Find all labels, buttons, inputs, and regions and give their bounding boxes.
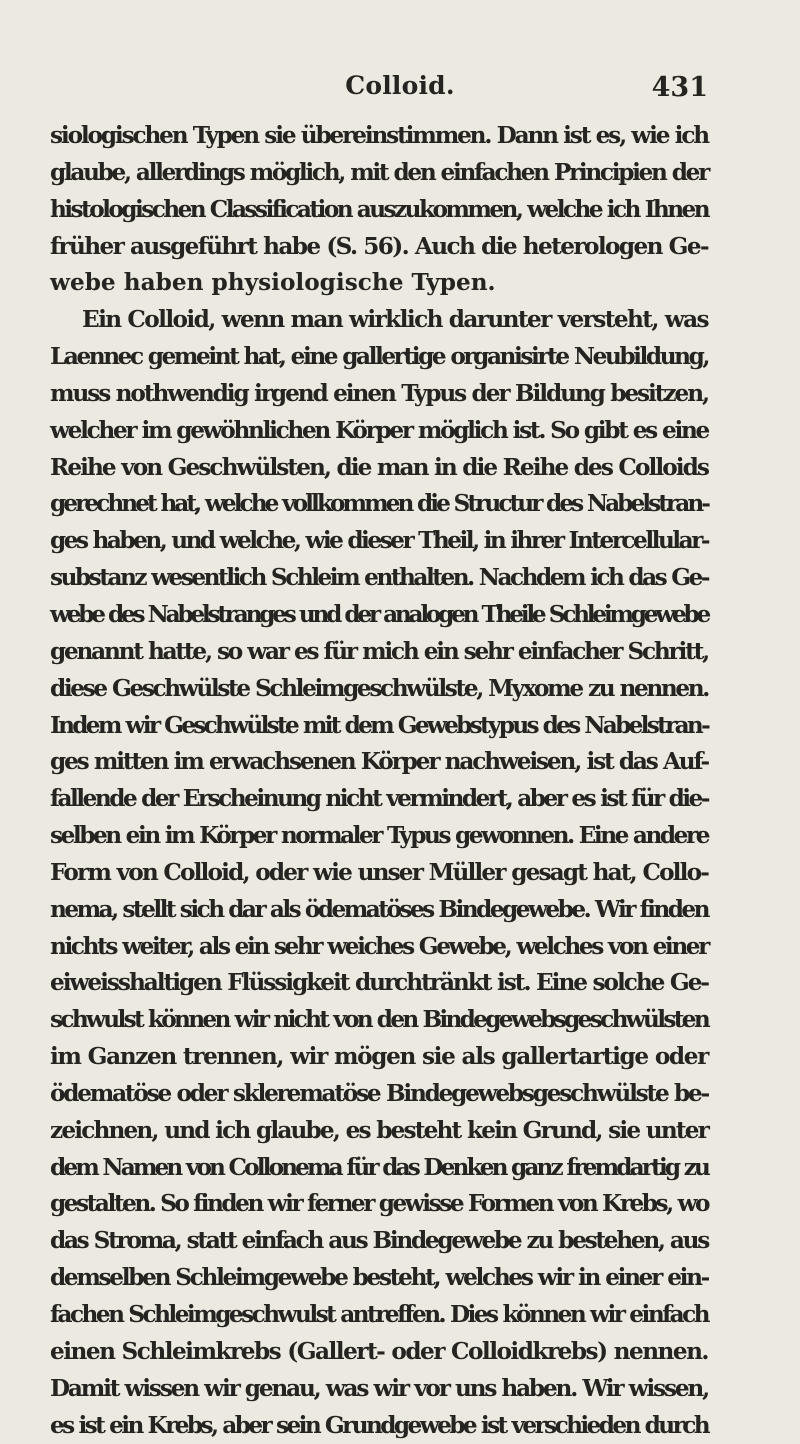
text-line: histologischen Classification auszukommen, welche ich Ihnen [50, 195, 708, 223]
text-line: im Ganzen trennen, wir mögen sie als gallertartige oder [50, 1043, 708, 1071]
text-line: Form von Colloid, oder wie unser Müller gesagt hat, Collo- [50, 858, 708, 886]
paragraph-start-line: Ein Colloid, wenn man wirklich darunter versteht, was [82, 306, 708, 334]
text-line: einen Schleimkrebs (Gallert- oder Colloidkrebs) nennen. [50, 1337, 708, 1365]
text-line: es ist ein Krebs, aber sein Grundgewebe ist verschieden durch [50, 1411, 708, 1439]
text-line: webe des Nabelstranges und der analogen Theile Schleimgewebe [50, 600, 708, 628]
text-line: genannt hatte, so war es für mich ein sehr einfacher Schritt, [50, 637, 708, 665]
text-line: diese Geschwülste Schleimgeschwülste, Myxome zu nennen. [50, 674, 708, 702]
text-line: Reihe von Geschwülsten, die man in die Reihe des Colloids [50, 453, 708, 481]
text-line: dem Namen von Collonema für das Denken ganz fremdartig zu [50, 1153, 708, 1181]
text-line: eiweisshaltigen Flüssigkeit durchtränkt ist. Eine solche Ge- [50, 969, 708, 997]
text-line: das Stroma, statt einfach aus Bindegewebe zu bestehen, aus [50, 1227, 708, 1255]
text-line: welcher im gewöhnlichen Körper möglich ist. So gibt es eine [50, 416, 708, 444]
text-line: ödematöse oder sklerematöse Bindegewebsgeschwülste be- [50, 1079, 708, 1107]
page-number: 431 [651, 72, 708, 103]
text-line: zeichnen, und ich glaube, es besteht kein Grund, sie unter [50, 1116, 708, 1144]
text-line: Damit wissen wir genau, was wir vor uns haben. Wir wissen, [50, 1374, 708, 1402]
text-line: webe haben physiologische Typen. [50, 269, 496, 297]
text-line: ges mitten im erwachsenen Körper nachweisen, ist das Auf- [50, 748, 708, 776]
text-line: gerechnet hat, welche vollkommen die Structur des Nabelstran- [50, 490, 708, 518]
text-line: siologischen Typen sie übereinstimmen. Dann ist es, wie ich [50, 122, 708, 149]
text-line: demselben Schleimgewebe besteht, welches wir in einer ein- [50, 1264, 708, 1292]
text-line: nichts weiter, als ein sehr weiches Gewebe, welches von einer [50, 932, 708, 960]
text-line: Indem wir Geschwülste mit dem Gewebstypus des Nabelstran- [50, 711, 708, 739]
text-line: fachen Schleimgeschwulst antreffen. Dies können wir einfach [50, 1301, 708, 1328]
text-line: fallende der Erscheinung nicht vermindert, aber es ist für die- [50, 785, 708, 813]
text-line: muss nothwendig irgend einen Typus der Bildung besitzen, [50, 379, 708, 407]
text-line: substanz wesentlich Schleim enthalten. Nachdem ich das Ge- [50, 564, 708, 592]
text-line: früher ausgeführt habe (S. 56). Auch die heterologen Ge- [50, 232, 708, 260]
text-line: selben ein im Körper normaler Typus gewonnen. Eine andere [50, 822, 708, 850]
text-line: Laennec gemeint hat, eine gallertige organisirte Neubildung, [50, 343, 708, 371]
text-line: nema, stellt sich dar als ödematöses Bindegewebe. Wir finden [50, 895, 708, 923]
running-title: Colloid. [345, 71, 455, 100]
text-line: ges haben, und welche, wie dieser Theil, in ihrer Intercellular- [50, 527, 708, 555]
text-line: gestalten. So finden wir ferner gewisse Formen von Krebs, wo [50, 1190, 708, 1218]
text-line: schwulst können wir nicht von den Bindegewebsgeschwülsten [50, 1006, 708, 1034]
text-line: glaube, allerdings möglich, mit den einfachen Principien der [50, 158, 708, 186]
page-header [0, 70, 800, 102]
body-text [50, 118, 708, 1444]
